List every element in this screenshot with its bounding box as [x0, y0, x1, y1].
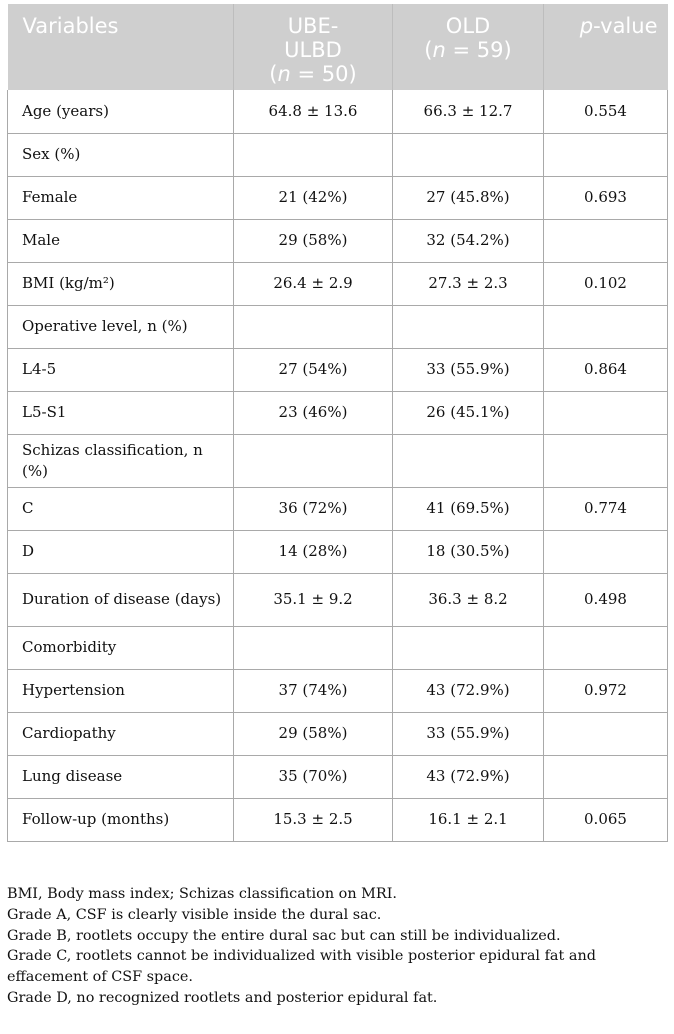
row-label: Lung disease [8, 755, 234, 798]
p-value-cell: 0.554 [544, 90, 668, 133]
table-row [8, 391, 668, 434]
p-value-cell: 0.864 [544, 348, 668, 391]
ube-ulbd-cell: 35 (70%) [234, 755, 393, 798]
table-footnotes [7, 884, 669, 1009]
old-cell: 43 (72.9%) [393, 669, 544, 712]
table-row [8, 176, 668, 219]
old-cell [393, 133, 544, 176]
old-cell: 27.3 ± 2.3 [393, 262, 544, 305]
table-row [8, 798, 668, 841]
p-value-cell [544, 305, 668, 348]
row-label: Schizas classification, n (%) [8, 434, 234, 487]
old-cell: 27 (45.8%) [393, 176, 544, 219]
p-value-cell [544, 133, 668, 176]
table-row [8, 530, 668, 573]
table-row [8, 755, 668, 798]
p-value-cell [544, 391, 668, 434]
old-cell: 33 (55.9%) [393, 348, 544, 391]
row-label: Sex (%) [8, 133, 234, 176]
old-cell [393, 305, 544, 348]
row-label: Male [8, 219, 234, 262]
row-label: Follow-up (months) [8, 798, 234, 841]
ube-ulbd-cell: 15.3 ± 2.5 [234, 798, 393, 841]
header-variables: Variables [8, 4, 234, 90]
old-cell [393, 626, 544, 669]
row-label: Female [8, 176, 234, 219]
baseline-characteristics-table [7, 4, 668, 842]
header-old: OLD (n = 59) [393, 4, 544, 90]
old-cell: 16.1 ± 2.1 [393, 798, 544, 841]
p-value-cell [544, 712, 668, 755]
header-ube-ulbd: UBE- ULBD (n = 50) [234, 4, 393, 90]
footnote: BMI, Body mass index; Schizas classification on MRI. [7, 886, 397, 902]
p-value-cell [544, 530, 668, 573]
ube-ulbd-cell: 29 (58%) [234, 712, 393, 755]
row-label: Hypertension [8, 669, 234, 712]
old-cell: 32 (54.2%) [393, 219, 544, 262]
ube-ulbd-cell: 64.8 ± 13.6 [234, 90, 393, 133]
ube-ulbd-cell: 21 (42%) [234, 176, 393, 219]
ube-ulbd-cell [234, 133, 393, 176]
table-row [8, 626, 668, 669]
table-row [8, 712, 668, 755]
table-header-row [8, 4, 668, 90]
table-row [8, 262, 668, 305]
ube-ulbd-cell [234, 305, 393, 348]
ube-ulbd-cell: 23 (46%) [234, 391, 393, 434]
ube-ulbd-cell: 37 (74%) [234, 669, 393, 712]
p-value-cell: 0.102 [544, 262, 668, 305]
footnote: Grade A, CSF is clearly visible inside the dural sac. [7, 906, 382, 923]
ube-ulbd-cell: 35.1 ± 9.2 [234, 573, 393, 626]
p-value-cell [544, 626, 668, 669]
p-value-cell: 0.065 [544, 798, 668, 841]
header-p-value: p-value [544, 4, 668, 90]
old-cell: 26 (45.1%) [393, 391, 544, 434]
ube-ulbd-cell: 14 (28%) [234, 530, 393, 573]
row-label: C [8, 487, 234, 530]
p-value-cell [544, 434, 668, 487]
ube-ulbd-cell: 29 (58%) [234, 219, 393, 262]
p-value-cell [544, 219, 668, 262]
p-value-cell [544, 755, 668, 798]
table-row [8, 669, 668, 712]
row-label: Comorbidity [8, 626, 234, 669]
old-cell: 36.3 ± 8.2 [393, 573, 544, 626]
table-row [8, 90, 668, 133]
row-label: Cardiopathy [8, 712, 234, 755]
table-row [8, 573, 668, 626]
table-row [8, 434, 668, 487]
footnote: Grade D, no recognized rootlets and posterior epidural fat. [7, 989, 438, 1006]
row-label: Age (years) [8, 90, 234, 133]
table-row [8, 219, 668, 262]
p-value-cell: 0.774 [544, 487, 668, 530]
table-row [8, 487, 668, 530]
ube-ulbd-cell: 27 (54%) [234, 348, 393, 391]
ube-ulbd-cell [234, 626, 393, 669]
table-row [8, 305, 668, 348]
p-value-cell: 0.498 [544, 573, 668, 626]
old-cell: 41 (69.5%) [393, 487, 544, 530]
old-cell [393, 434, 544, 487]
table-row [8, 348, 668, 391]
old-cell: 18 (30.5%) [393, 530, 544, 573]
p-value-cell: 0.693 [544, 176, 668, 219]
table-row [8, 133, 668, 176]
footnote: Grade B, rootlets occupy the entire dural sac but can still be individualized. [7, 927, 561, 944]
footnote: Grade C, rootlets cannot be individualized with visible posterior epidural fat and effacement of CSF space. [7, 948, 596, 986]
row-label: L4-5 [8, 348, 234, 391]
old-cell: 33 (55.9%) [393, 712, 544, 755]
old-cell: 43 (72.9%) [393, 755, 544, 798]
row-label: Operative level, n (%) [8, 305, 234, 348]
row-label: D [8, 530, 234, 573]
old-cell: 66.3 ± 12.7 [393, 90, 544, 133]
row-label: L5-S1 [8, 391, 234, 434]
row-label: BMI (kg/m²) [8, 262, 234, 305]
p-value-cell: 0.972 [544, 669, 668, 712]
ube-ulbd-cell [234, 434, 393, 487]
ube-ulbd-cell: 36 (72%) [234, 487, 393, 530]
row-label: Duration of disease (days) [8, 573, 234, 626]
ube-ulbd-cell: 26.4 ± 2.9 [234, 262, 393, 305]
